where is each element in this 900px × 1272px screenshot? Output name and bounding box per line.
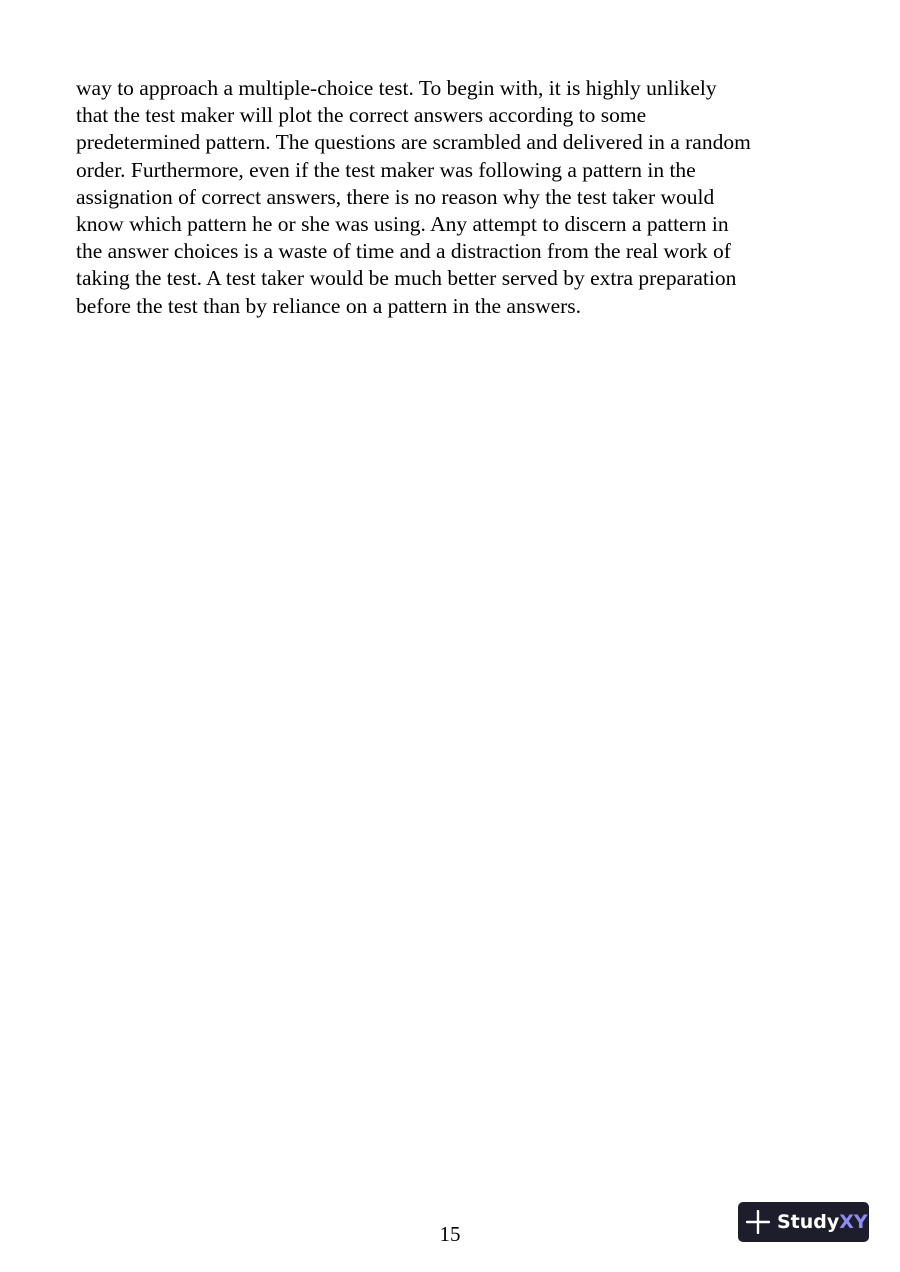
logo-text-study: Study — [777, 1211, 840, 1233]
paragraph-line: assignation of correct answers, there is no reason why the test taker would — [76, 184, 715, 209]
paragraph-line: the answer choices is a waste of time and a distraction from the real work of — [76, 239, 731, 264]
logo-text-xy: XY — [839, 1211, 868, 1233]
paragraph-line: know which pattern he or she was using. Any attempt to discern a pattern in — [76, 212, 729, 237]
paragraph-line: before the test than by reliance on a pattern in the answers. — [76, 293, 582, 318]
paragraph-line: that the test maker will plot the correct answers according to some — [76, 103, 647, 128]
paragraph-line: predetermined pattern. The questions are scrambled and delivered in a random — [76, 130, 751, 155]
studyxy-logo[interactable] — [738, 1202, 869, 1242]
plus-sparkle-icon — [746, 1210, 770, 1234]
paragraph-line: way to approach a multiple-choice test. To begin with, it is highly unlikely — [76, 76, 717, 100]
paragraph-line: order. Furthermore, even if the test maker was following a pattern in the — [76, 157, 696, 182]
body-paragraph — [76, 75, 836, 320]
paragraph-line: taking the test. A test taker would be much better served by extra preparation — [76, 266, 737, 291]
page-number: 15 — [439, 1222, 461, 1246]
